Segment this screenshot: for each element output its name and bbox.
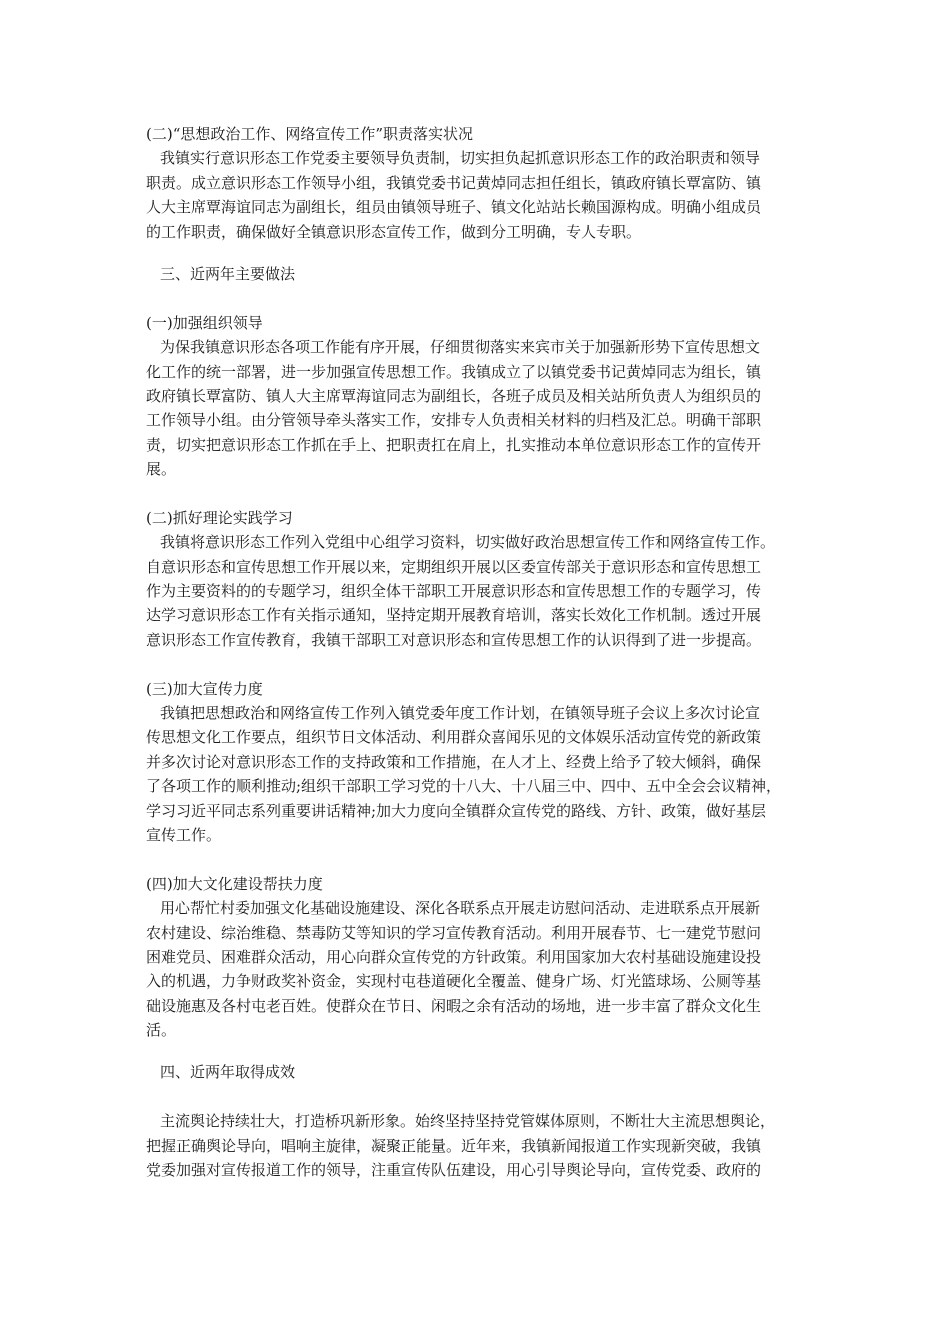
paragraph-line: 用心帮忙村委加强文化基础设施建设、深化各联系点开展走访慰问活动、走进联系点开展新	[160, 899, 761, 918]
paragraph-line: 展。	[146, 460, 177, 479]
subsection-3-3	[146, 677, 812, 848]
paragraph-line: 政府镇长覃富防、镇人大主席覃海谊同志为副组长，各班子成员及相关站所负责人为组织员的	[146, 386, 762, 405]
subsection-title: (三)加大宣传力度	[146, 679, 263, 698]
paragraph-line: 把握正确舆论导向，唱响主旋律，凝聚正能量。近年来，我镇新闻报道工作实现新突破，我镇	[146, 1136, 762, 1155]
paragraph-line: 并多次讨论对意识形态工作的支持政策和工作措施，在人才上、经费上给予了较大倾斜，确保	[146, 752, 762, 771]
subsection-title: (四)加大文化建设帮扶力度	[146, 874, 323, 893]
document-page	[146, 122, 812, 1182]
paragraph-line: 学习习近平同志系列重要讲话精神;加大力度向全镇群众宣传党的路线、方针、政策，做好基层	[146, 801, 767, 820]
paragraph-line: 作为主要资料的的专题学习，组织全体干部职工开展意识形态和宣传思想工作的专题学习，传	[146, 582, 762, 601]
paragraph-line: 础设施惠及各村屯老百姓。使群众在节日、闲暇之余有活动的场地，进一步丰富了群众文化生	[146, 996, 762, 1015]
paragraph-line: 党委加强对宣传报道工作的领导，注重宣传队伍建设，用心引导舆论导向，宣传党委、政府的	[146, 1161, 762, 1180]
paragraph-line: 活。	[146, 1021, 177, 1040]
section-heading-4: 四、近两年取得成效	[160, 1063, 296, 1082]
subsection-3-2	[146, 506, 812, 652]
paragraph-line: 主流舆论持续壮大，打造桥巩新形象。始终坚持坚持党管媒体原则，不断壮大主流思想舆论，	[160, 1112, 776, 1131]
subsection-title: (一)加强组织领导	[146, 313, 263, 332]
paragraph-line: 意识形态工作宣传教育，我镇干部职工对意识形态和宣传思想工作的认识得到了进一步提高。	[146, 630, 762, 649]
paragraph-line: 职责。成立意识形态工作领导小组，我镇党委书记黄焯同志担任组长，镇政府镇长覃富防、镇	[146, 173, 762, 192]
paragraph-line: 为保我镇意识形态各项工作能有序开展，仔细贯彻落实来宾市关于加强新形势下宣传思想文	[160, 338, 761, 357]
section-4-body	[146, 1109, 812, 1182]
paragraph-line: 我镇把思想政治和网络宣传工作列入镇党委年度工作计划，在镇领导班子会议上多次讨论宣	[160, 703, 761, 722]
paragraph-line: 工作领导小组。由分管领导牵头落实工作，安排专人负责相关材料的归档及汇总。明确干部职	[146, 411, 762, 430]
paragraph-line: 我镇实行意识形态工作党委主要领导负责制，切实担负起抓意识形态工作的政治职责和领导	[160, 149, 761, 168]
paragraph-line: 入的机遇，力争财政奖补资金，实现村屯巷道硬化全覆盖、健身广场、灯光篮球场、公厕等基	[146, 972, 762, 991]
paragraph-line: 传思想文化工作要点，组织节日文体活动、利用群众喜闻乐见的文体娱乐活动宣传党的新政策	[146, 728, 762, 747]
paragraph-line: 了各项工作的顺利推动;组织干部职工学习党的十八大、十八届三中、四中、五中全会会议精神，	[146, 777, 782, 796]
paragraph-line: 困难党员、困难群众活动，用心向群众宣传党的方针政策。利用国家加大农村基础设施建设投	[146, 947, 762, 966]
paragraph-line: 人大主席覃海谊同志为副组长，组员由镇领导班子、镇文化站站长赖国源构成。明确小组成员	[146, 198, 762, 217]
subsection-title: (二)“思想政治工作、网络宣传工作”职责落实状况	[146, 125, 474, 143]
paragraph-line: 宣传工作。	[146, 825, 222, 844]
paragraph-line: 我镇将意识形态工作列入党组中心组学习资料，切实做好政治思想宣传工作和网络宣传工作。	[160, 533, 776, 552]
subsection-3-1	[146, 311, 812, 482]
subsection-3-4	[146, 872, 812, 1043]
paragraph-line: 责，切实把意识形态工作抓在手上、把职责扛在肩上，扎实推动本单位意识形态工作的宣传开	[146, 435, 762, 454]
subsection-2	[146, 122, 812, 244]
subsection-title: (二)抓好理论实践学习	[146, 508, 293, 527]
paragraph-line: 达学习意识形态工作有关指示通知，坚持定期开展教育培训，落实长效化工作机制。透过开展	[146, 606, 762, 625]
section-heading-3: 三、近两年主要做法	[160, 264, 296, 283]
paragraph-line: 农村建设、综治维稳、禁毒防艾等知识的学习宣传教育活动。利用开展春节、七一建党节慰问	[146, 923, 762, 942]
paragraph-line: 化工作的统一部署，进一步加强宣传思想工作。我镇成立了以镇党委书记黄焯同志为组长，镇	[146, 362, 762, 381]
paragraph-line: 自意识形态和宣传思想工作开展以来，定期组织开展以区委宣传部关于意识形态和宣传思想工	[146, 557, 762, 576]
paragraph-line: 的工作职责，确保做好全镇意识形态宣传工作，做到分工明确，专人专职。	[146, 222, 642, 241]
